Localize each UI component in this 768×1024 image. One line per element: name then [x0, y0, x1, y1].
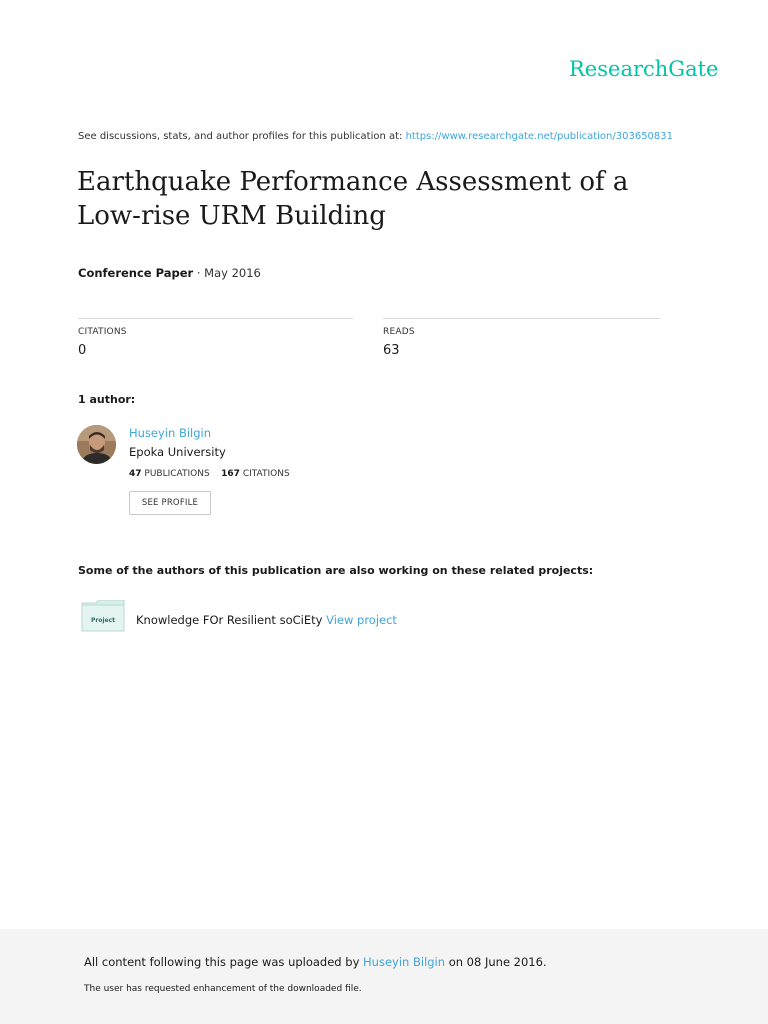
uploader-link[interactable]: Huseyin Bilgin	[363, 955, 446, 969]
reads-value: 63	[383, 343, 400, 358]
avatar-photo-icon	[77, 425, 116, 464]
author-citations-count: 167	[221, 469, 240, 479]
author-avatar[interactable]	[77, 425, 116, 464]
enhancement-note: The user has requested enhancement of the downloaded file.	[84, 984, 362, 994]
author-stats	[129, 469, 290, 479]
author-publications-label: PUBLICATIONS	[144, 469, 210, 479]
reads-label: READS	[383, 327, 415, 337]
upload-line	[84, 955, 547, 969]
upload-footer	[0, 929, 768, 1024]
publication-date: May 2016	[204, 266, 261, 280]
citations-value: 0	[78, 343, 87, 358]
publication-separator: ·	[193, 266, 205, 280]
discussion-text: See discussions, stats, and author profiles for this publication at:	[78, 131, 403, 142]
publication-url-link[interactable]: https://www.researchgate.net/publication/303650831	[405, 131, 674, 142]
upload-prefix: All content following this page was uploaded by	[84, 955, 360, 969]
related-projects-heading: Some of the authors of this publication are also working on these related projects:	[78, 564, 594, 577]
citations-divider	[78, 318, 353, 319]
publication-title: Earthquake Performance Assessment of a Low-rise URM Building	[77, 167, 629, 231]
author-citations-label: CITATIONS	[242, 469, 290, 479]
author-name-link[interactable]: Huseyin Bilgin	[129, 426, 212, 440]
author-publications-count: 47	[129, 469, 142, 479]
author-institution: Epoka University	[129, 445, 226, 459]
citations-label: CITATIONS	[78, 327, 127, 337]
authors-heading: 1 author:	[78, 393, 136, 406]
project-folder-icon	[81, 600, 125, 632]
publication-info	[78, 266, 261, 280]
see-profile-button[interactable]: SEE PROFILE	[129, 491, 211, 515]
project-icon-label: Project	[90, 617, 116, 624]
publication-type: Conference Paper	[78, 266, 194, 280]
discussion-line	[78, 131, 673, 142]
project-name: Knowledge FOr Resilient soCiEty	[136, 613, 323, 627]
reads-divider	[383, 318, 660, 319]
researchgate-logo[interactable]: ResearchGate	[569, 57, 719, 81]
upload-suffix: on 08 June 2016.	[448, 955, 547, 969]
project-item	[136, 613, 397, 627]
view-project-link[interactable]: View project	[326, 613, 397, 627]
